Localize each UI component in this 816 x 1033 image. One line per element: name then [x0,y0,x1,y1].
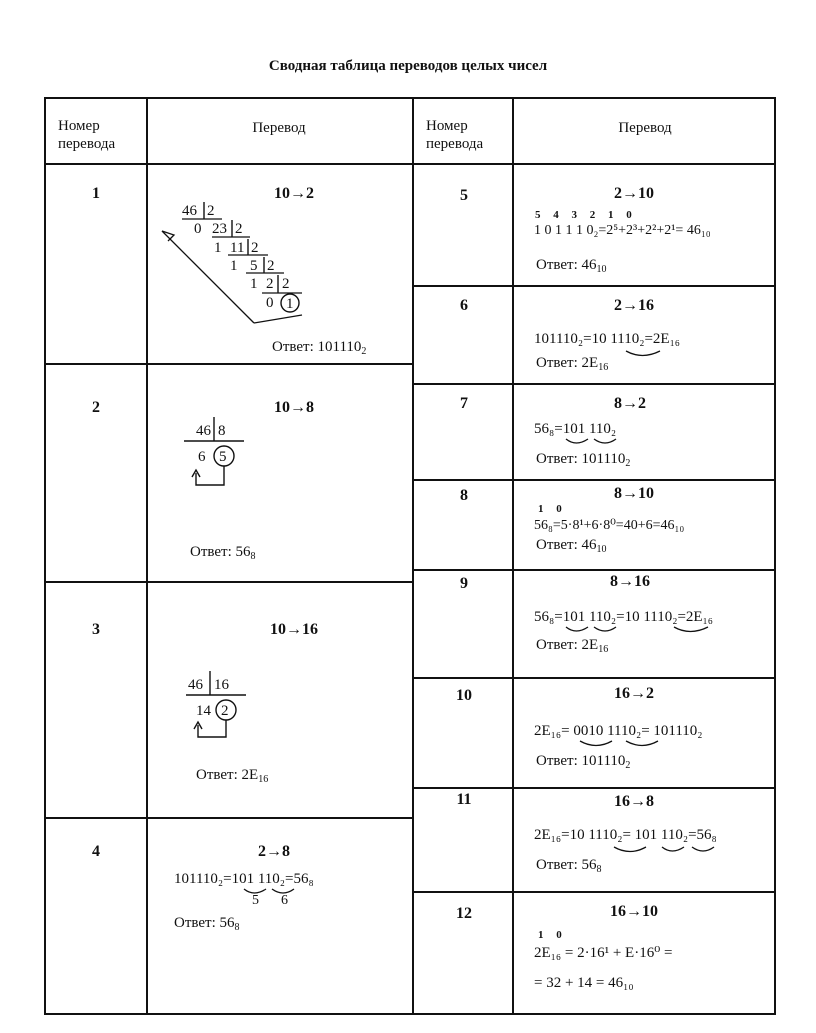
formula: 2E₁₆= 0010 1110₂= 101110₂ [534,723,703,739]
formula: 2E₁₆ = 2·16¹ + E·16⁰ = [534,945,673,961]
conversion-direction: 16→10 [610,903,658,920]
column-divider [512,97,514,1015]
row-divider [412,285,776,287]
page-title: Сводная таблица переводов целых чисел [268,58,548,74]
answer: Ответ: $56_8$ [190,544,256,562]
row-number: 8 [460,487,468,504]
conversion-direction: 16→2 [614,685,654,702]
hex-division-diagram [184,671,264,751]
table-border [44,1013,776,1015]
group-value: 5 [252,893,259,908]
row-number: 3 [92,621,100,638]
dividend: 46 [188,677,203,693]
conversion-direction: 2→10 [614,185,654,202]
row-number: 10 [456,687,472,704]
digit-positions: 1 0 [538,503,567,515]
row-number: 12 [456,905,472,922]
svg-text:1: 1 [250,276,258,292]
formula-continuation: = 32 + 14 = 46₁₀ [534,975,634,991]
svg-text:2: 2 [267,258,275,274]
quotient: 5 [219,449,227,465]
answer: Ответ: $46_{10}$ [536,257,607,275]
row-number: 5 [460,187,468,204]
column-divider [412,97,414,1015]
group-value: 6 [281,893,288,908]
svg-text:1: 1 [214,240,222,256]
conversion-direction: 10→16 [270,621,318,638]
conversion-direction: 16→8 [614,793,654,810]
formula: 101110₂=101 110₂=56₈ [174,871,314,887]
answer: Ответ: $56_8$ [174,915,240,933]
digit-positions: 5 4 3 2 1 0 [535,209,637,221]
svg-text:11: 11 [230,240,245,256]
svg-text:2: 2 [266,276,274,292]
conversion-direction: 10→8 [274,399,314,416]
group-braces [564,625,764,637]
answer: Ответ: $46_{10}$ [536,537,607,555]
remainder: 6 [198,449,206,465]
row-number: 9 [460,575,468,592]
octal-division-diagram [184,415,254,505]
svg-text:23: 23 [212,221,227,237]
formula: 2E₁₆=10 1110₂= 101 110₂=56₈ [534,827,717,843]
row-number: 11 [456,791,472,808]
answer: Ответ: $2E_{16}$ [536,637,609,655]
group-braces [612,845,762,857]
svg-text:2: 2 [207,203,215,219]
row-divider [44,581,414,583]
row-divider [44,817,414,819]
remainder: 14 [196,703,211,719]
digit-positions: 1 0 [538,929,567,941]
svg-text:0: 0 [266,295,274,311]
formula: 56₈=101 110₂=10 1110₂=2E₁₆ [534,609,714,625]
row-number: 7 [460,395,468,412]
svg-text:0: 0 [194,221,202,237]
header-conversion: Перевод [252,120,306,136]
conversion-direction: 2→8 [258,843,290,860]
conversion-direction: 8→2 [614,395,646,412]
svg-text:1: 1 [286,296,294,312]
header-divider [44,163,776,165]
row-number: 2 [92,399,100,416]
conversion-direction: 8→10 [614,485,654,502]
tetrad-brace [624,349,684,361]
quotient: 2 [221,703,229,719]
formula: 56₈=101 110₂ [534,421,617,437]
conversion-direction: 10→2 [274,185,314,202]
row-divider [44,363,414,365]
row-number: 6 [460,297,468,314]
svg-text:2: 2 [282,276,290,292]
header-conversion: Перевод [618,120,672,136]
triad-braces [564,437,644,449]
row-divider [412,891,776,893]
svg-text:46: 46 [182,203,197,219]
svg-text:1: 1 [230,258,238,274]
dividend: 46 [196,423,211,439]
table-border [774,97,776,1015]
row-number: 1 [92,185,100,202]
conversion-direction: 2→16 [614,297,654,314]
conversion-direction: 8→16 [610,573,650,590]
row-divider [412,787,776,789]
row-divider [412,677,776,679]
header-number: Номер перевода [426,118,484,152]
answer: Ответ: $2E_{16}$ [196,767,269,785]
row-divider [412,569,776,571]
divisor: 16 [214,677,229,693]
answer: Ответ: $101110_2$ [536,753,631,771]
svg-text:2: 2 [251,240,259,256]
answer: Ответ: $101110_2$ [272,339,367,357]
binary-division-diagram [154,197,334,332]
row-divider [412,479,776,481]
formula: 101110₂=10 1110₂=2E₁₆ [534,331,681,347]
table-border [44,97,776,99]
row-number: 4 [92,843,100,860]
divisor: 8 [218,423,226,439]
table-border [44,97,46,1015]
answer: Ответ: $56_8$ [536,857,602,875]
row-divider [412,383,776,385]
conversion-table [44,97,776,1015]
formula: 1 0 1 1 1 0₂=2⁵+2³+2²+2¹= 46₁₀ [534,223,711,238]
svg-text:5: 5 [250,258,258,274]
answer: Ответ: $101110_2$ [536,451,631,469]
svg-text:2: 2 [235,221,243,237]
answer: Ответ: $2E_{16}$ [536,355,609,373]
header-number: Номер перевода [58,118,116,152]
tetrad-braces [578,739,698,751]
column-divider [146,97,148,1015]
formula: 56₈=5·8¹+6·8⁰=40+6=46₁₀ [534,518,685,533]
